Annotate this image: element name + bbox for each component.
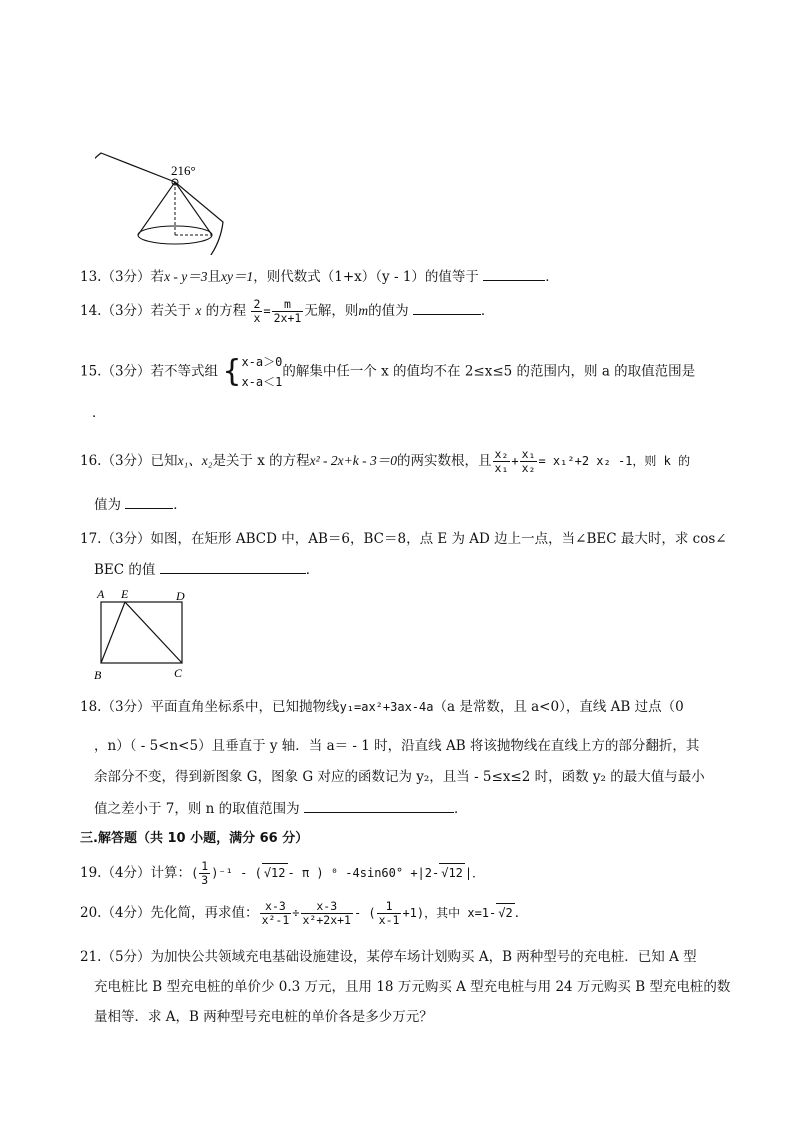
- question-18-line2: ，n）（ - 5<n<5）且垂直于 y 轴．当 a＝ - 1 时，沿直线 AB 将该抛物线在直线上方的部分翻折，其: [94, 738, 700, 754]
- question-21: 21.（5分）为加快公共领域充电基础设施建设，某停车场计划购买 A，B 两种型号的充电桩．已知 A 型: [80, 949, 697, 965]
- label-d: D: [176, 589, 185, 603]
- sqrt-12: √12: [262, 863, 288, 882]
- label-a: A: [97, 587, 105, 601]
- question-18-line4: 值之差小于 7，则 n 的取值范围为 ．: [94, 801, 468, 817]
- question-17: 17.（3分）如图，在矩形 ABCD 中，AB＝6，BC＝8，点 E 为 AD 边上一点，当∠BEC 最大时，求 cos∠: [80, 531, 727, 547]
- answer-blank-17[interactable]: [160, 561, 306, 574]
- fraction-x1-over-x2: $\frac{\text{x₁}}{\text{x₂}}$: [521, 447, 536, 475]
- question-18: 18.（3分）平面直角坐标系中，已知抛物线y₁=ax²+3ax-4a（a 是常数，且 a<0），直线 AB 过点（0: [80, 699, 684, 715]
- question-16-line2: 值为 ．: [94, 497, 187, 513]
- inequality-system: x-a＞0 x-a＜1: [241, 355, 283, 389]
- fraction-20c: $\frac{1}{x-1}$: [378, 899, 400, 927]
- question-20: 20.（4分）先化简，再求值： $\frac{x-3}{\text{x²-1}}$ ÷ $\frac{x-3}{\text{x²+2x+1}}$ - ( $\frac{1}{x-1}$ +1)，其中 x=1- √2 ．: [80, 899, 529, 927]
- question-16: 16.（3分）已知x₁、x₂是关于 x 的方程x² - 2x+k - 3＝0的两实数根，且 $\frac{\text{x₂}}{\text{x₁}}$ + $\frac{\text{x₁}}{\text{x₂}}$ = x₁²+2 x₂ -1，则 k 的: [80, 447, 691, 475]
- question-13: 13.（3分）若x - y＝3且xy＝1，则代数式（1+x）（y - 1）的值等于 ．: [80, 269, 559, 285]
- sqrt-2: √2: [496, 903, 514, 922]
- answer-blank-13[interactable]: [483, 268, 545, 281]
- fraction-x2-over-x1: $\frac{\text{x₂}}{\text{x₁}}$: [494, 447, 509, 475]
- answer-blank-14[interactable]: [413, 302, 481, 315]
- sqrt-12-b: √12: [439, 863, 465, 882]
- question-17-line2: BEC 的值 ．: [94, 562, 320, 578]
- segment-ec: [125, 602, 182, 663]
- fraction-1-over-3: $\frac{1}{3}$: [201, 859, 209, 887]
- label-c: C: [174, 666, 183, 680]
- answer-blank-18[interactable]: [304, 800, 454, 813]
- segment-be: [101, 602, 125, 663]
- question-14: 14.（3分）若关于 x 的方程 $\frac{2}{x}$ = $\frac{m}{2x+1}$ 无解，则m的值为 ．: [80, 297, 495, 325]
- answer-blank-16[interactable]: [125, 496, 173, 509]
- cone-sector-figure: [95, 95, 265, 255]
- question-21-line2: 充电桩比 B 型充电桩的单价少 0.3 万元，且用 18 万元购买 A 型充电桩与用 24 万元购买 B 型充电桩的数: [94, 979, 731, 995]
- question-15-end: ．: [92, 405, 106, 421]
- section-3-heading: 三.解答题（共 10 小题，满分 66 分）: [80, 831, 309, 846]
- system-brace: {: [222, 354, 242, 389]
- label-b: B: [94, 668, 102, 682]
- question-21-line3: 量相等．求 A，B 两种型号充电桩的单价各是多少万元？: [94, 1009, 433, 1025]
- question-18-line3: 余部分不变，得到新图象 G，图象 G 对应的函数记为 y₂，且当 - 5≤x≤2 时，函数 y₂ 的最大值与最小: [94, 769, 705, 785]
- fraction-20b: $\frac{x-3}{\text{x²+2x+1}}$: [302, 899, 351, 927]
- rectangle-figure: [88, 585, 193, 685]
- fraction-2-over-x: $\frac{2}{x}$: [253, 297, 261, 325]
- angle-label: 216°: [171, 163, 196, 178]
- fraction-m-over-2x1: $\frac{m}{2x+1}$: [273, 297, 302, 325]
- question-15: 15.（3分）若不等式组 { x-a＞0 x-a＜1 的解集中任一个 x 的值均不在 2≤x≤5 的范围内，则 a 的取值范围是: [80, 352, 695, 392]
- fraction-20a: $\frac{x-3}{\text{x²-1}}$: [261, 899, 290, 927]
- question-19: 19.（4分）计算：( $\frac{1}{3}$ )⁻¹ - ( √12 - π ) ⁰ -4sin60° +|2- √12 |．: [80, 859, 485, 887]
- label-e: E: [121, 587, 129, 601]
